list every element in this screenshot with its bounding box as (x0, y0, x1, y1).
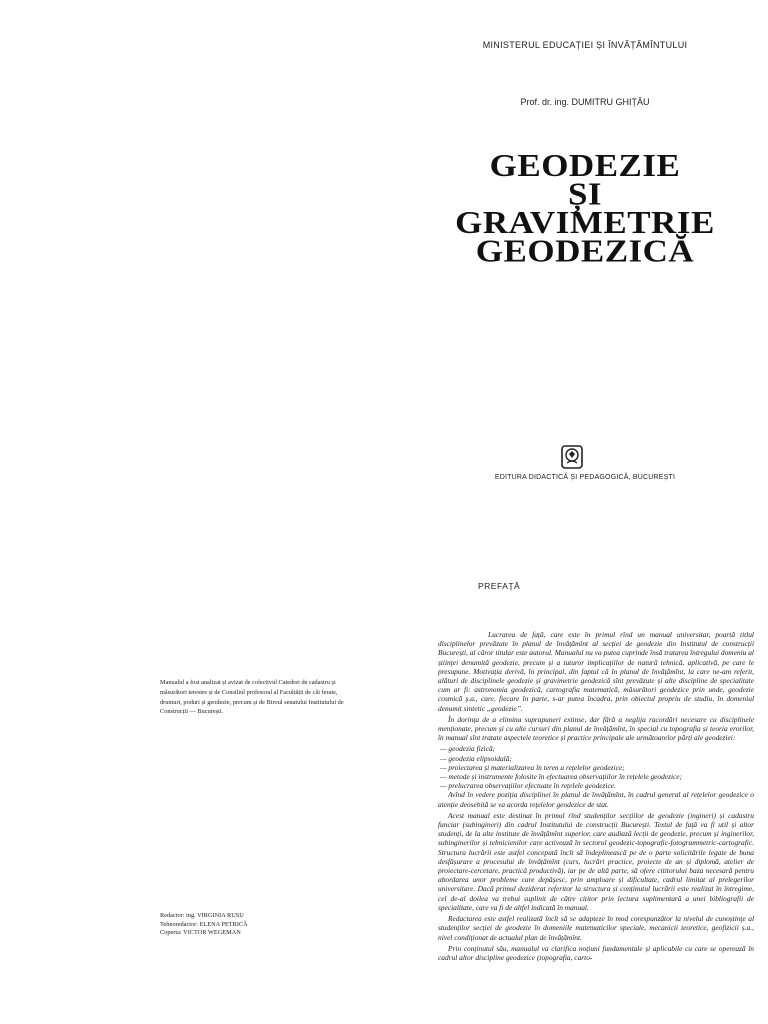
approval-note (160, 678, 350, 717)
list-item: — prelucrarea observațiilor efectuate în rețelele geodezice. (440, 781, 616, 791)
title-line-4: GEODEZICĂ (475, 232, 695, 269)
preface-paragraph-5: Redactarea este astfel realizată încît să se adapteze în mod corespunzător la nivelul de cunoștințe al studenților secției de geodezie în domeniile matematicilor speciale, mecanicii teoretice, geofizicii ș.a., nivel condiționat de actualul plan de învățămînt. (438, 914, 754, 942)
preface-body (438, 630, 754, 1022)
preface-paragraph-4: Acest manual este destinat în primul rînd studenților secțiilor de geodezie (ingineri) și cadastru funciar (subingineri) din cadrul Institutului de construcții București. Textul de față va fi util și altor studenți, de la alte institute de învățămînt superior, care audiază lecții de geodezie, precum și inginerilor, subinginerilor și tehnicienilor care activează în sectorul geodezic-topografic-fotogrammetric-cartografic. Structura lucrării este astfel concepută încît să îndeplinească pe de o parte solicitările legate de buna desfășurare a procesului de învățămînt (curs, lucrări practice, proiecte de an și diplomă, atelier de proiectare-cercetare, practică productivă), iar pe de altă parte, să ofere cititorului baza necesară pentru abordarea unor probleme care depășesc, prin amploare și dificultate, cadrul limitat al prelegerilor universitare. Dacă primul deziderat referitor la structura și conținutul lucrării este realizat în întregime, cel de-al doilea va trebui suplinit de către cititor prin lectura suplimentară a unei bibliografii de specialitate, care va fi de altfel indicată în manual. (438, 810, 754, 912)
preface-paragraph-3: Avînd în vedere poziția disciplinei în planul de învățămînt, în cadrul general al rețelelor geodezice o atenție deosebită se va acorda rețelelor geodezice de stat. (438, 790, 754, 809)
list-item: — geodezia elipsoidală; (440, 753, 512, 763)
preface-paragraph-1: Lucrarea de față, care este în primul rînd un manual universitar, poartă titlul disciplinelor prevăzute în planul de învățămînt al secției de geodezie din Institutul de construcții București, al căror titular este autorul. Manualul nu va putea cuprinde însă tratarea întregului domeniu al științei denumită geodezie, precum și a tuturor implicațiilor de natură tehnică, aplicativă, pe care le presupune. Motivația derivă, în principal, din faptul că în planul de învățămînt, la care ne-am referit, alături de disciplinele geodezie și gravimetrie geodezică sînt prevăzute și alte discipline de specialitate cum ar fi: astronomia geodezică, cartografia matematică, măsurători geodezice prin unde, geodezie cosmică ș.a., care, fiecare în parte, s-ar putea încadra, prin obiectul propriu de studiu, în domeniul denumit sintetic „geodezie”. (438, 630, 754, 713)
list-item: — geodezia fizică; (440, 744, 496, 754)
approval-note-text: Manualul a fost analizat și avizat de colectivul Catedrei de cadastru și măsurători terestre și de Consiliul profesoral al Facultății de căi ferate, drumuri, poduri și geodezie, precum și de Biroul senatului Institutului de Construcții — București. (160, 679, 344, 716)
ministry-header: MINISTERUL EDUCAȚIEI ȘI ÎNVĂȚĂMÎNTULUI (482, 40, 688, 50)
preface-list (438, 744, 754, 790)
credit-cover: Coperta: VICTOR WEGEMAN (160, 929, 241, 937)
preface-paragraph-6: Prin conținutul său, manualul va clarifica noțiuni fundamentale și aplicabile cu care se operează în cadrul altor discipline geodezice (topografia, carto- (438, 943, 754, 962)
list-item: — proiectarea și materializarea în teren a rețelelor geodezice; (440, 762, 625, 772)
credit-editor: Redactor: ing. VIRGINIA RUSU (160, 912, 244, 919)
publisher-emblem-icon (561, 445, 583, 469)
editorial-credits (160, 912, 350, 938)
publisher-name: EDITURA DIDACTICĂ ȘI PEDAGOGICĂ, BUCUREȘTI (494, 474, 676, 481)
author-name: Prof. dr. ing. DUMITRU GHIȚĂU (520, 97, 650, 107)
title-line-3: GRAVIMETRIE (455, 204, 715, 241)
credit-tech-editor: Tehnoredactor: ELENA PETRICĂ (160, 920, 248, 928)
list-item: — metode și instrumente folosite în efectuarea observațiilor în rețelele geodezice; (440, 772, 683, 782)
preface-paragraph-2: În dorința de a elimina suprapuneri extinse, dar fără a neglija racordări necesare cu disciplinele menționate, precum și cu alte cursuri din planul de învățămînt, în special cu topografia și teoria erorilor, în manual sînt tratate aspectele teoretice și practice principale ale următoarelor părți ale geodeziei: (438, 714, 754, 743)
preface-heading: PREFAȚĂ (478, 581, 521, 591)
title-line-1: GEODEZIE (489, 147, 681, 184)
book-title (415, 147, 755, 269)
title-line-2: ȘI (567, 175, 603, 212)
